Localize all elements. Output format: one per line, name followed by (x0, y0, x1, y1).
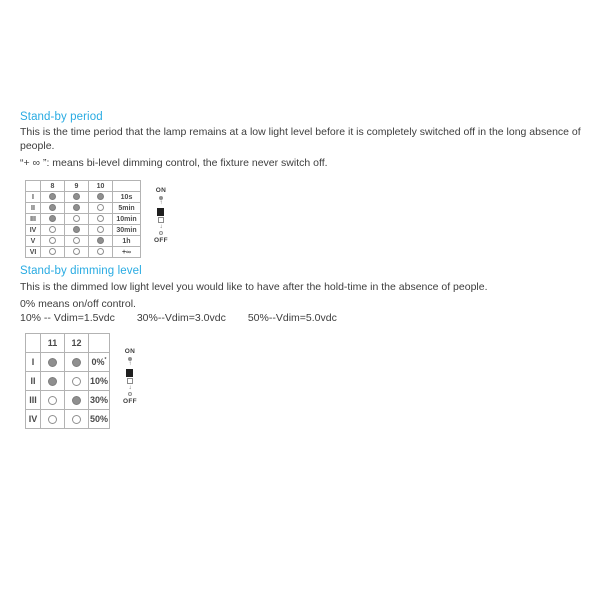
vdim-levels-line (20, 312, 337, 326)
dip-switch-cell (65, 391, 89, 410)
standby-period-title: Stand-by period (20, 111, 103, 123)
switch-knob-on-icon (157, 208, 164, 216)
switch-on-dot-icon (128, 357, 132, 361)
row-label: I (26, 192, 41, 203)
value-cell: 10s (113, 192, 141, 203)
table-header-cell (113, 181, 141, 192)
row-label: VI (26, 247, 41, 258)
dip-switch-cell (89, 203, 113, 214)
arrow-down-icon: ↓ (128, 384, 132, 391)
legend-off-label: OFF (123, 397, 137, 405)
table-row (26, 372, 110, 391)
row-label: II (26, 203, 41, 214)
switch-off-dot-icon (73, 215, 80, 222)
value-cell: 50% (89, 410, 110, 429)
arrow-up-icon: ↑ (159, 200, 163, 206)
switch-knob-off-icon (158, 217, 164, 223)
switch-off-dot-icon (72, 415, 81, 424)
vdim-level-50: 50%--Vdim=5.0vdc (247, 312, 337, 324)
dip-switch-cell (65, 214, 89, 225)
switch-off-dot-icon (48, 396, 57, 405)
row-label: IV (26, 225, 41, 236)
switch-on-dot-icon (73, 226, 80, 233)
standby-period-table (25, 180, 141, 258)
dip-switch-cell (89, 192, 113, 203)
table-header-cell (26, 334, 41, 353)
value-cell: 0%* (89, 353, 110, 372)
legend-on-label: ON (124, 348, 136, 355)
switch-knob-on-icon (126, 369, 133, 377)
switch-off-dot-icon (48, 415, 57, 424)
dip-switch-cell (65, 192, 89, 203)
switch-on-dot-icon (49, 193, 56, 200)
row-label: II (26, 372, 41, 391)
dip-switch-cell (41, 236, 65, 247)
switch-on-dot-icon (48, 358, 57, 367)
dip-switch-cell (41, 410, 65, 429)
arrow-up-icon: ↑ (128, 361, 132, 367)
table-header-cell (89, 334, 110, 353)
standby-dimming-table (25, 333, 110, 429)
dip-switch-cell (65, 372, 89, 391)
table-header-cell: 11 (41, 334, 65, 353)
vdim-level-10: 10% -- Vdim=1.5vdc (20, 312, 115, 324)
switch-off-dot-icon (73, 248, 80, 255)
value-cell: +∞ (113, 247, 141, 258)
dip-switch-cell (65, 353, 89, 372)
footnote-asterisk: * (104, 357, 107, 363)
row-label: III (26, 214, 41, 225)
value-cell: 10% (89, 372, 110, 391)
dip-switch-cell (41, 225, 65, 236)
table-header-cell: 8 (41, 181, 65, 192)
value-cell: 10min (113, 214, 141, 225)
dip-switch-cell (41, 247, 65, 258)
table-row (26, 225, 141, 236)
value-cell: 30% (89, 391, 110, 410)
switch-knob-off-icon (127, 378, 133, 384)
table-row (26, 391, 110, 410)
table-header-row (26, 181, 141, 192)
table-row (26, 236, 141, 247)
switch-on-dot-icon (72, 358, 81, 367)
table-row (26, 203, 141, 214)
switch-off-dot-icon (97, 248, 104, 255)
switch-on-dot-icon (97, 193, 104, 200)
value-cell: 30min (113, 225, 141, 236)
switch-off-dot-icon (159, 231, 163, 235)
switch-off-dot-icon (49, 226, 56, 233)
standby-dimming-table-block (25, 333, 137, 429)
dip-switch-cell (89, 236, 113, 247)
switch-off-dot-icon (49, 248, 56, 255)
table-row (26, 192, 141, 203)
table-header-cell: 9 (65, 181, 89, 192)
switch-on-dot-icon (49, 215, 56, 222)
switch-on-dot-icon (159, 196, 163, 200)
standby-dimming-paragraph: This is the dimmed low light level you would like to have after the hold-time in the absence of people. (20, 281, 488, 293)
legend-on-label: ON (155, 187, 167, 194)
onoff-control-note: 0% means on/off control. (20, 298, 136, 310)
switch-off-dot-icon (97, 204, 104, 211)
dip-switch-cell (65, 247, 89, 258)
switch-off-dot-icon (73, 237, 80, 244)
vdim-level-30: 30%--Vdim=3.0vdc (136, 312, 226, 324)
legend-off-label: OFF (154, 236, 168, 244)
table-header-cell: 10 (89, 181, 113, 192)
dip-switch-cell (89, 247, 113, 258)
table-header-cell (26, 181, 41, 192)
dip-switch-cell (41, 192, 65, 203)
switch-on-dot-icon (97, 237, 104, 244)
switch-on-dot-icon (73, 204, 80, 211)
arrow-down-icon: ↓ (159, 223, 163, 230)
switch-on-dot-icon (49, 204, 56, 211)
dip-switch-cell (89, 225, 113, 236)
switch-on-dot-icon (72, 396, 81, 405)
dip-switch-cell (65, 203, 89, 214)
row-label: IV (26, 410, 41, 429)
dip-switch-cell (65, 410, 89, 429)
row-label: I (26, 353, 41, 372)
standby-period-note: “+ ∞ ”: means bi-level dimming control, the fixture never switch off. (20, 157, 328, 169)
dip-switch-position-legend (154, 187, 168, 244)
table-row (26, 247, 141, 258)
row-label: V (26, 236, 41, 247)
dip-switch-cell (65, 236, 89, 247)
dip-switch-cell (89, 214, 113, 225)
dip-switch-cell (41, 372, 65, 391)
switch-off-dot-icon (97, 215, 104, 222)
table-row (26, 410, 110, 429)
standby-period-paragraph: This is the time period that the lamp remains at a low light level before it is completely switched off in the long absence of people. (20, 126, 581, 152)
table-header-row (26, 334, 110, 353)
dip-switch-cell (41, 203, 65, 214)
value-cell: 1h (113, 236, 141, 247)
switch-on-dot-icon (73, 193, 80, 200)
standby-period-table-block (25, 180, 168, 258)
switch-off-dot-icon (49, 237, 56, 244)
switch-on-dot-icon (48, 377, 57, 386)
dip-switch-cell (41, 391, 65, 410)
row-label: III (26, 391, 41, 410)
switch-off-dot-icon (72, 377, 81, 386)
table-row (26, 214, 141, 225)
switch-off-dot-icon (128, 392, 132, 396)
switch-off-dot-icon (97, 226, 104, 233)
standby-dimming-title: Stand-by dimming level (20, 265, 142, 277)
dip-switch-cell (65, 225, 89, 236)
dip-switch-cell (41, 214, 65, 225)
table-header-cell: 12 (65, 334, 89, 353)
dip-switch-cell (41, 353, 65, 372)
dip-switch-position-legend (123, 348, 137, 405)
value-cell: 5min (113, 203, 141, 214)
table-row (26, 353, 110, 372)
